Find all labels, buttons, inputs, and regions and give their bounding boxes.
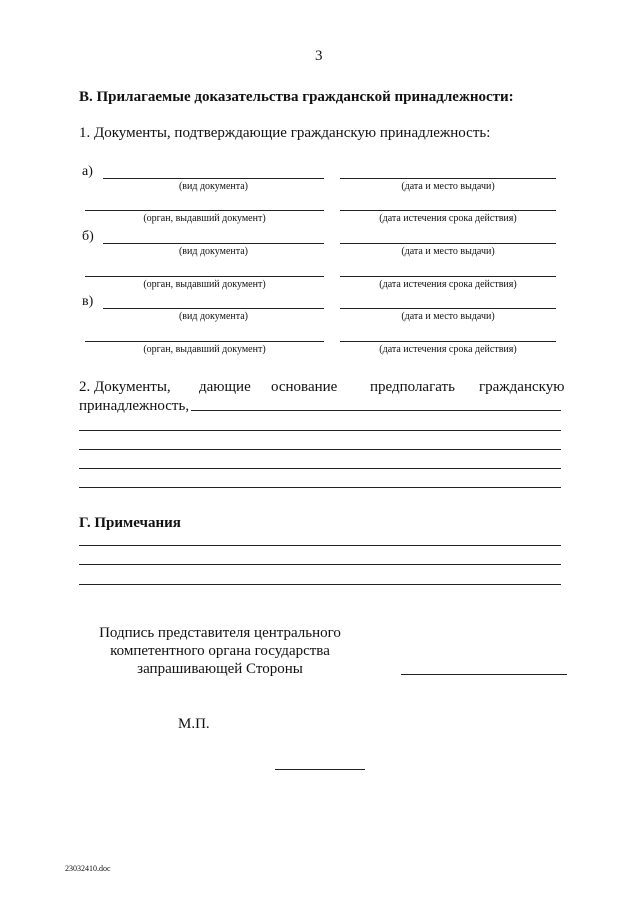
signature-field[interactable] — [401, 674, 567, 675]
entry-v-doc-type-field[interactable] — [103, 308, 324, 309]
entry-b-expiry-field[interactable] — [340, 276, 556, 277]
entry-a-date-place-field[interactable] — [340, 178, 556, 179]
section-v-heading: В. Прилагаемые доказательства гражданской принадлежности: — [79, 89, 514, 105]
item2-field-line-4[interactable] — [79, 468, 561, 469]
entry-b-expiry-caption: (дата истечения срока действия) — [379, 279, 517, 290]
entry-v-expiry-caption: (дата истечения срока действия) — [379, 344, 517, 355]
entry-a-issuer-field[interactable] — [85, 210, 324, 211]
signature-caption-line-2: компетентного органа государства — [110, 643, 330, 659]
entry-b-doc-type-field[interactable] — [103, 243, 324, 244]
entry-a-date-place-caption: (дата и место выдачи) — [401, 181, 495, 192]
entry-v-date-place-field[interactable] — [340, 308, 556, 309]
entry-v-issuer-field[interactable] — [85, 341, 324, 342]
item1-title: 1. Документы, подтверждающие гражданскую принадлежность: — [79, 125, 491, 141]
entry-a-marker: а) — [82, 164, 93, 179]
item2-field-line-3[interactable] — [79, 449, 561, 450]
seal-field[interactable] — [275, 769, 365, 770]
signature-caption-line-1: Подпись представителя центрального — [99, 625, 341, 641]
entry-a-doc-type-caption: (вид документа) — [178, 181, 249, 192]
entry-a-expiry-caption: (дата истечения срока действия) — [379, 213, 517, 224]
item2-word-3: основание — [271, 379, 338, 395]
item2-field-line-5[interactable] — [79, 487, 561, 488]
item2-word-6: принадлежность, — [79, 398, 190, 414]
entry-b-date-place-caption: (дата и место выдачи) — [401, 246, 495, 257]
page-number: 3 — [315, 48, 323, 64]
footer-file-name: 23032410.doc — [65, 864, 111, 873]
entry-b-doc-type-caption: (вид документа) — [178, 246, 249, 257]
entry-a-issuer-caption: (орган, выдавший документ) — [143, 213, 266, 224]
item2-word-4: предполагать — [370, 379, 455, 395]
notes-field-line-2[interactable] — [79, 564, 561, 565]
item2-field-line-1[interactable] — [191, 410, 561, 411]
entry-a-doc-type-field[interactable] — [103, 178, 324, 179]
entry-v-expiry-field[interactable] — [340, 341, 556, 342]
entry-a-expiry-field[interactable] — [340, 210, 556, 211]
item2-word-5: гражданскую — [479, 379, 565, 395]
seal-label: М.П. — [178, 716, 210, 732]
entry-v-issuer-caption: (орган, выдавший документ) — [143, 344, 266, 355]
notes-field-line-1[interactable] — [79, 545, 561, 546]
entry-v-doc-type-caption: (вид документа) — [178, 311, 249, 322]
entry-b-date-place-field[interactable] — [340, 243, 556, 244]
entry-b-marker: б) — [82, 229, 94, 244]
entry-b-issuer-caption: (орган, выдавший документ) — [143, 279, 266, 290]
entry-v-marker: в) — [82, 294, 94, 309]
item2-word-2: дающие — [199, 379, 251, 395]
item2-word-1: 2. Документы, — [79, 379, 171, 395]
signature-caption-line-3: запрашивающей Стороны — [137, 661, 303, 677]
section-g-heading: Г. Примечания — [79, 515, 181, 531]
entry-b-issuer-field[interactable] — [85, 276, 324, 277]
item2-field-line-2[interactable] — [79, 430, 561, 431]
entry-v-date-place-caption: (дата и место выдачи) — [401, 311, 495, 322]
notes-field-line-3[interactable] — [79, 584, 561, 585]
